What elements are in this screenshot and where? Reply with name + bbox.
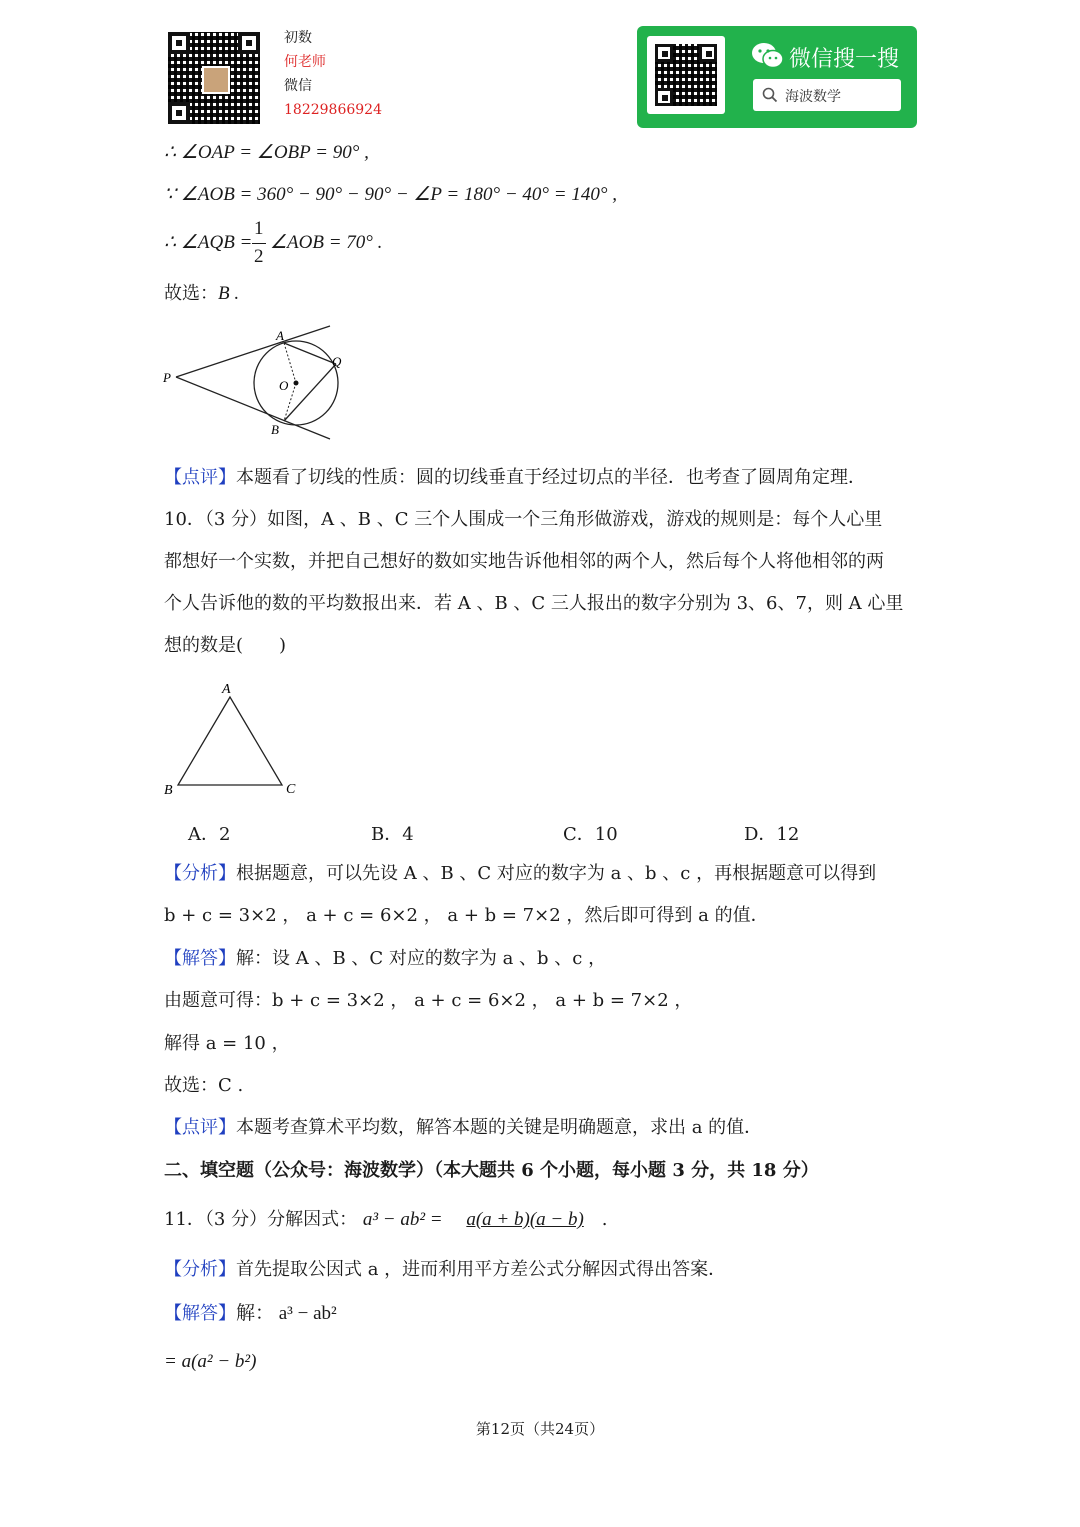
remark-2-tag: 【点评】 <box>164 1117 236 1138</box>
analysis-1 <box>164 861 876 887</box>
header-label-line1: 初数 <box>284 30 312 46</box>
option-c: C．10 <box>563 824 618 845</box>
remark-2 <box>164 1115 762 1141</box>
fig2-label-b: B <box>164 783 173 798</box>
solution-line-3-post: ∠AOB = 70° . <box>270 232 383 253</box>
fig1-label-o: O <box>279 378 289 393</box>
answer-4: 故选：C . <box>164 1075 244 1096</box>
fig2-label-a: A <box>222 682 231 697</box>
fig1-label-p: P <box>163 370 171 385</box>
remark-2-text: 本题考查算术平均数，解答本题的关键是明确题意，求出 a 的值． <box>236 1117 763 1138</box>
answer-q11-2: = a(a² − b²) <box>164 1351 257 1372</box>
q11-answer: a(a + b)(a − b) <box>466 1209 584 1230</box>
fraction-numerator: 1 <box>254 218 264 239</box>
page-footer: 第12页（共24页） <box>475 1420 605 1438</box>
header-label-line3: 微信 <box>284 78 312 94</box>
wechat-qr-code <box>647 36 725 114</box>
option-a: A．2 <box>188 824 231 845</box>
q11-prefix: 11．（3 分）分解因式： <box>164 1209 358 1230</box>
analysis-q11-tag: 【分析】 <box>164 1259 236 1280</box>
wechat-search-panel[interactable] <box>637 26 917 128</box>
analysis-tag: 【分析】 <box>164 863 236 884</box>
wechat-logo-icon <box>751 41 785 71</box>
answer-3: 解得 a = 10 ， <box>164 1033 290 1054</box>
solution-line-1: ∴ ∠OAP = ∠OBP = 90° , <box>164 142 369 163</box>
answer-q11-1 <box>164 1301 337 1327</box>
analysis-q11-text: 首先提取公因式 a ，进而利用平方差公式分解因式得出答案． <box>236 1259 727 1280</box>
wechat-search-title: 微信搜一搜 <box>789 47 900 72</box>
q10-line-2: 都想好一个实数，并把自己想好的数如实地告诉他相邻的两个人，然后每个人将他相邻的两 <box>164 551 884 572</box>
section-heading: 二、填空题（公众号：海波数学）（本大题共 6 个小题，每小题 3 分，共 18 分） <box>164 1160 819 1181</box>
q10-line-1: 10．（3 分）如图，A 、B 、C 三个人围成一个三角形做游戏，游戏的规则是：每个人心里 <box>164 509 883 530</box>
choice-label: 故选： <box>164 283 218 304</box>
fraction-denominator: 2 <box>254 246 264 267</box>
choice-line-q9 <box>164 281 239 307</box>
fig2-label-c: C <box>286 782 296 797</box>
fig1-label-q: Q <box>332 354 342 369</box>
option-b: B．4 <box>371 824 414 845</box>
tangent-circle-figure <box>160 322 360 446</box>
contact-qr-code <box>168 32 260 124</box>
q10-line-4: 想的数是( ) <box>164 635 287 656</box>
remark-text: 本题看了切线的性质：圆的切线垂直于经过切点的半径．也考查了圆周角定理． <box>236 467 866 488</box>
answer-text-1: 解：设 A 、B 、C 对应的数字为 a 、b 、c ， <box>236 948 607 969</box>
remark-1 <box>164 465 866 491</box>
solution-line-3-pre: ∴ ∠AQB = <box>164 232 253 253</box>
q10-line-3: 个人告诉他的数的平均数报出来．若 A 、B 、C 三人报出的数字分别为 3、6、7，则 A 心里 <box>164 593 904 614</box>
solution-line-2: ∵ ∠AOB = 360° − 90° − 90° − ∠P = 180° − 40° = 140° , <box>164 184 617 205</box>
fig1-label-b: B <box>271 422 279 437</box>
answer-1 <box>164 946 606 972</box>
choice-answer: B . <box>218 283 240 304</box>
triangle-figure <box>160 678 310 802</box>
wechat-search-box[interactable] <box>753 79 901 111</box>
answer-tag: 【解答】 <box>164 948 236 969</box>
header-phone: 18229866924 <box>284 102 382 118</box>
q11-expression: a³ − ab² = <box>362 1209 443 1230</box>
fig1-label-a: A <box>276 328 284 343</box>
answer-q11-text-1: 解： a³ − ab² <box>236 1303 337 1324</box>
analysis-2: b + c = 3×2 ， a + c = 6×2 ， a + b = 7×2 ，然后即可得到 a 的值． <box>164 905 769 926</box>
remark-tag: 【点评】 <box>164 467 236 488</box>
q11-end: . <box>601 1209 608 1230</box>
analysis-text-1: 根据题意，可以先设 A 、B 、C 对应的数字为 a 、b 、c ，再根据题意可以得到 <box>236 863 877 884</box>
search-icon <box>762 87 778 103</box>
avatar <box>202 66 230 94</box>
wechat-search-text: 海波数学 <box>785 89 841 105</box>
header-teacher-name: 何老师 <box>284 54 326 70</box>
q11-line <box>164 1207 608 1233</box>
analysis-q11 <box>164 1257 726 1283</box>
option-d: D．12 <box>744 824 800 845</box>
answer-2: 由题意可得：b + c = 3×2 ， a + c = 6×2 ， a + b = 7×2 ， <box>164 990 693 1011</box>
answer-q11-tag: 【解答】 <box>164 1303 236 1324</box>
